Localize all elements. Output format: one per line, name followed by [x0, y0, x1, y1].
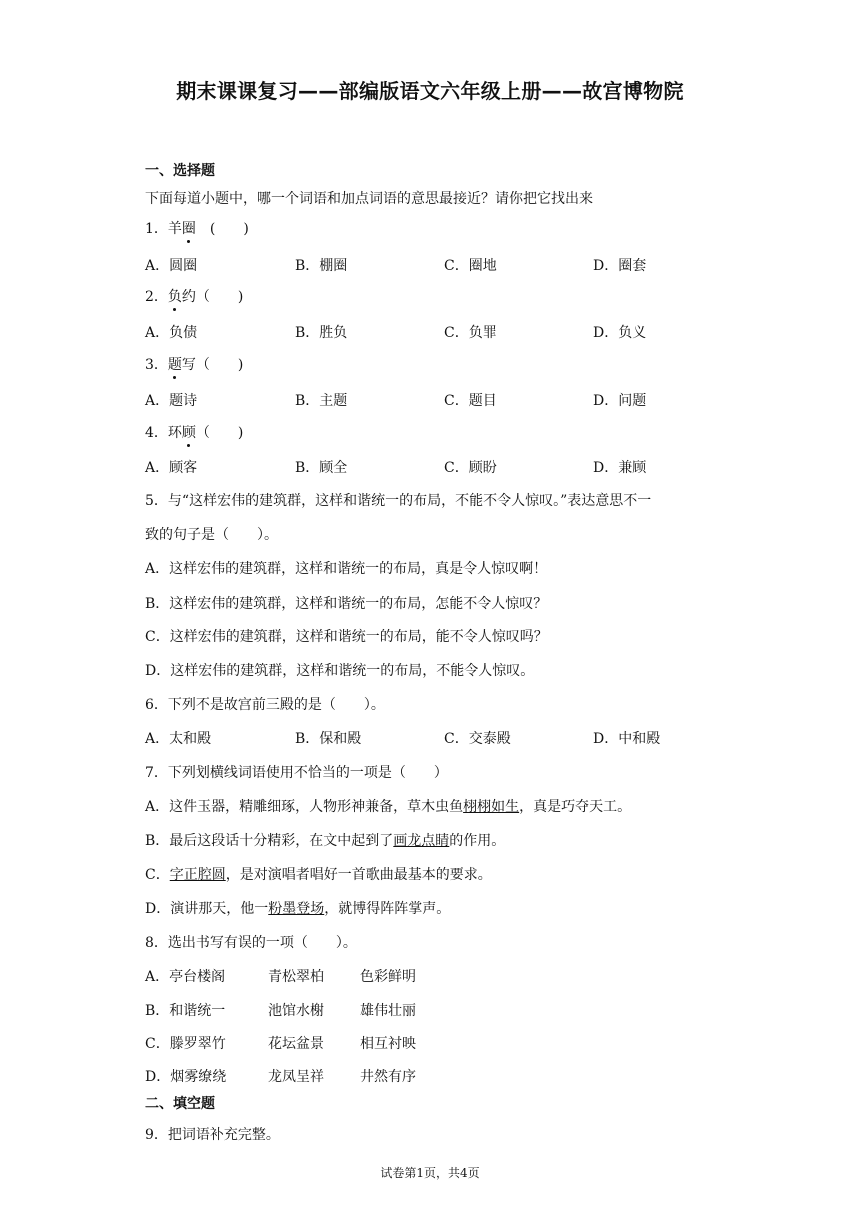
page-title: 期末课课复习——部编版语文六年级上册——故宫博物院	[176, 79, 684, 103]
q5-option-c: C．这样宏伟的建筑群，这样和谐统一的布局，能不令人惊叹吗？	[145, 629, 548, 645]
q1-option-a: A．圆圈	[145, 258, 198, 274]
underlined-word: 画龙点睛	[393, 833, 450, 849]
underlined-word: 栩栩如生	[463, 799, 520, 815]
q3-option-b: B．主题	[295, 393, 348, 409]
q6-option-c: C．交泰殿	[444, 731, 511, 747]
q2-option-c: C．负罪	[444, 325, 497, 341]
q7-option-c: C．字正腔圆，是对演唱者唱好一首歌曲最基本的要求。	[145, 867, 492, 883]
q8-d-word-1: D．烟雾缭绕	[145, 1069, 227, 1085]
question-3: 3．题写（ )	[145, 354, 243, 374]
question-1: 1．羊圈 ( )	[145, 218, 249, 238]
q8-b-word-2: 池馆水榭	[268, 1003, 324, 1019]
q3-option-a: A．题诗	[145, 393, 198, 409]
q2-option-d: D．负义	[593, 325, 647, 341]
q7-option-d: D．演讲那天，他一粉墨登场，就博得阵阵掌声。	[145, 901, 451, 917]
q5-option-a: A．这样宏伟的建筑群，这样和谐统一的布局，真是令人惊叹啊！	[145, 561, 548, 577]
q8-a-word-2: 青松翠柏	[268, 969, 324, 985]
q4-option-d: D．兼顾	[593, 460, 647, 476]
instruction: 下面每道小题中，哪一个词语和加点词语的意思最接近？请你把它找出来	[145, 191, 593, 207]
q7-option-b: B．最后这段话十分精彩，在文中起到了画龙点睛的作用。	[145, 833, 506, 849]
question-2: 2．负约（ )	[145, 286, 243, 306]
q8-b-word-3: 雄伟壮丽	[360, 1003, 416, 1019]
question-9: 9．把词语补充完整。	[145, 1127, 280, 1143]
q8-a-word-1: A．亭台楼阁	[145, 969, 226, 985]
page-footer: 试卷第1页，共4页	[380, 1166, 480, 1180]
q3-option-d: D．问题	[593, 393, 647, 409]
q5-option-b: B．这样宏伟的建筑群，这样和谐统一的布局，怎能不令人惊叹？	[145, 596, 548, 612]
q8-c-word-3: 相互衬映	[360, 1036, 416, 1052]
question-4: 4．环顾（ )	[145, 422, 243, 442]
q4-option-a: A．顾客	[145, 460, 198, 476]
q4-option-b: B．顾全	[295, 460, 348, 476]
q1-option-d: D．圈套	[593, 258, 647, 274]
q8-c-word-2: 花坛盆景	[268, 1036, 324, 1052]
dotted-char: 负	[168, 286, 182, 306]
section-heading-choice: 一、选择题	[145, 163, 215, 179]
q8-c-word-1: C．滕罗翠竹	[145, 1036, 226, 1052]
question-5-line-2: 致的句子是（ ）。	[145, 527, 278, 543]
underlined-word: 粉墨登场	[268, 901, 325, 917]
q1-option-c: C．圈地	[444, 258, 497, 274]
underlined-word: 字正腔圆	[169, 867, 226, 883]
q1-option-b: B．棚圈	[295, 258, 348, 274]
q6-option-d: D．中和殿	[593, 731, 661, 747]
q8-a-word-3: 色彩鲜明	[360, 969, 416, 985]
question-7: 7．下列划横线词语使用不恰当的一项是（ ）	[145, 765, 448, 781]
question-8: 8．选出书写有误的一项（ ）。	[145, 935, 357, 951]
q3-option-c: C．题目	[444, 393, 497, 409]
q5-option-d: D．这样宏伟的建筑群，这样和谐统一的布局，不能令人惊叹。	[145, 663, 535, 679]
q2-option-b: B．胜负	[295, 325, 348, 341]
q8-b-word-1: B．和谐统一	[145, 1003, 226, 1019]
question-6: 6．下列不是故宫前三殿的是（ ）。	[145, 697, 385, 713]
section-heading-fill: 二、填空题	[145, 1096, 215, 1112]
q6-option-a: A．太和殿	[145, 731, 212, 747]
q4-option-c: C．顾盼	[444, 460, 497, 476]
dotted-char: 顾	[182, 422, 196, 442]
q8-d-word-2: 龙凤呈祥	[268, 1069, 324, 1085]
question-5-line-1: 5．与“这样宏伟的建筑群，这样和谐统一的布局，不能不令人惊叹。”表达意思不一	[145, 493, 652, 509]
q8-d-word-3: 井然有序	[360, 1069, 416, 1085]
dotted-char: 题	[168, 354, 182, 374]
q7-option-a: A．这件玉器，精雕细琢，人物形神兼备，草木虫鱼栩栩如生，真是巧夺天工。	[145, 799, 632, 815]
q6-option-b: B．保和殿	[295, 731, 362, 747]
q2-option-a: A．负债	[145, 325, 198, 341]
dotted-char: 圈	[182, 218, 196, 238]
